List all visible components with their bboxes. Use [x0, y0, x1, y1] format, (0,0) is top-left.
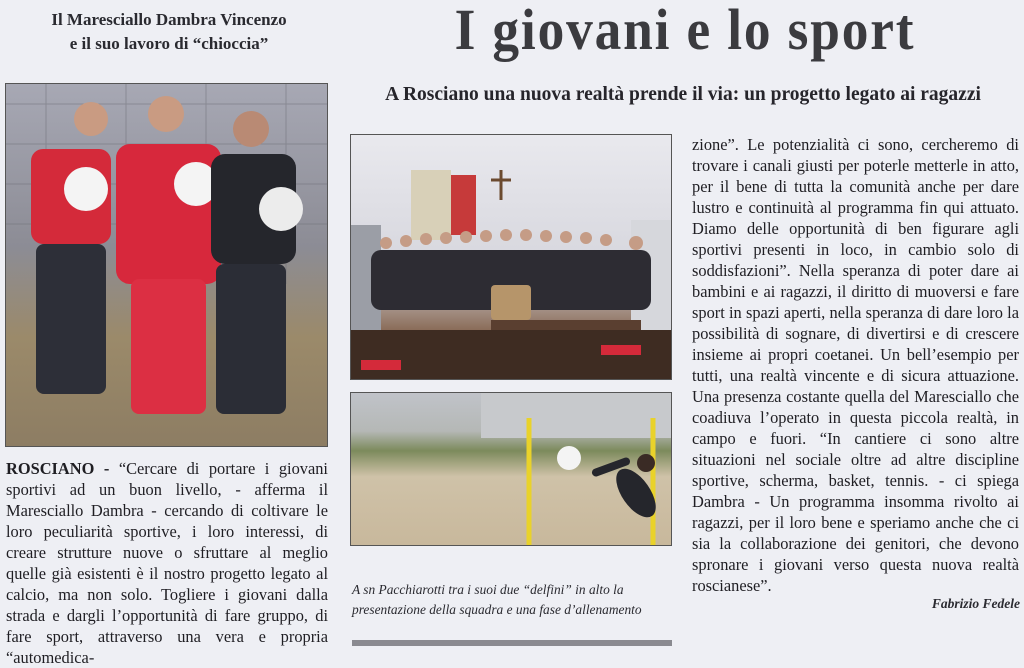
subhead: A Rosciano una nuova realtà prende il via: un progetto legato ai ragazzi	[385, 84, 981, 105]
byline: Fabrizio Fedele	[931, 596, 1020, 611]
headline: I giovani e lo sport	[454, 0, 916, 62]
goalkeepers-illustration	[6, 84, 327, 446]
team-illustration	[351, 135, 671, 379]
photo-team-presentation	[350, 134, 672, 380]
caption-rule	[352, 640, 672, 646]
photo-goalkeepers	[5, 83, 328, 447]
left-column-text: “Cercare di portare i giovani sportivi ad un buon livello, - afferma il Maresciallo Dambra - cercando di coltivare le loro peculiarità sportive, i loro interessi, di creare strutture nuove o sfruttare al meglio quelle già esistenti è il nostro progetto legato al calcio, ma non solo. Togliere i giovani dalla strada e dargli l’opportunità di fare gruppo, di fare sport, attraverso una vera e propria “automedica-	[6, 459, 328, 667]
dateline: ROSCIANO -	[6, 459, 110, 478]
kicker-line-1: Il Maresciallo Dambra Vincenzo	[51, 10, 287, 29]
training-illustration	[351, 393, 671, 545]
article-column-left	[6, 458, 328, 668]
photo-training	[350, 392, 672, 546]
article-column-right: zione”. Le potenzialità ci sono, cercheremo di trovare i canali giusti per poterle metterle in atto, per il bene di tutta la comunità anche per dare lustro e continuità al programma fin qui attuato. Diamo delle opportunità di ben figurare agli sportivi presenti in loco, in cambio solo di soddisfazioni”. Nella speranza di poter dare ai bambini e ai ragazzi, il diritto di muoversi e fare sport in spazi aperti, nella speranza di dare loro la possibilità di sognare, di divertirsi e di crescere insieme ai propri coetanei. Un bell’esempio per tutti, una realtà vincente e di sicura attuazione. Una presenza costante quella del Maresciallo che coadiuva l’operato in questa piccola realtà, in campo e fuori. “In cantiere ci sono altre situazioni nel sociale oltre ad altre discipline sportive, scherma, basket, tennis. - ci spiega Dambra - Un programma insomma rivolto ai ragazzi, per il loro bene e speriamo anche che ci sia la collaborazione dei genitori, che devono spronare i giovani verso questa nuova realtà roscianese”.	[692, 135, 1019, 595]
photo-caption: A sn Pacchiarotti tra i suoi due “delfini” in alto la presentazione della squadra e una fase d’allenamento	[352, 582, 642, 617]
kicker	[10, 8, 328, 56]
ball-icon	[557, 446, 581, 470]
kicker-line-2: e il suo lavoro di “chioccia”	[69, 34, 269, 53]
